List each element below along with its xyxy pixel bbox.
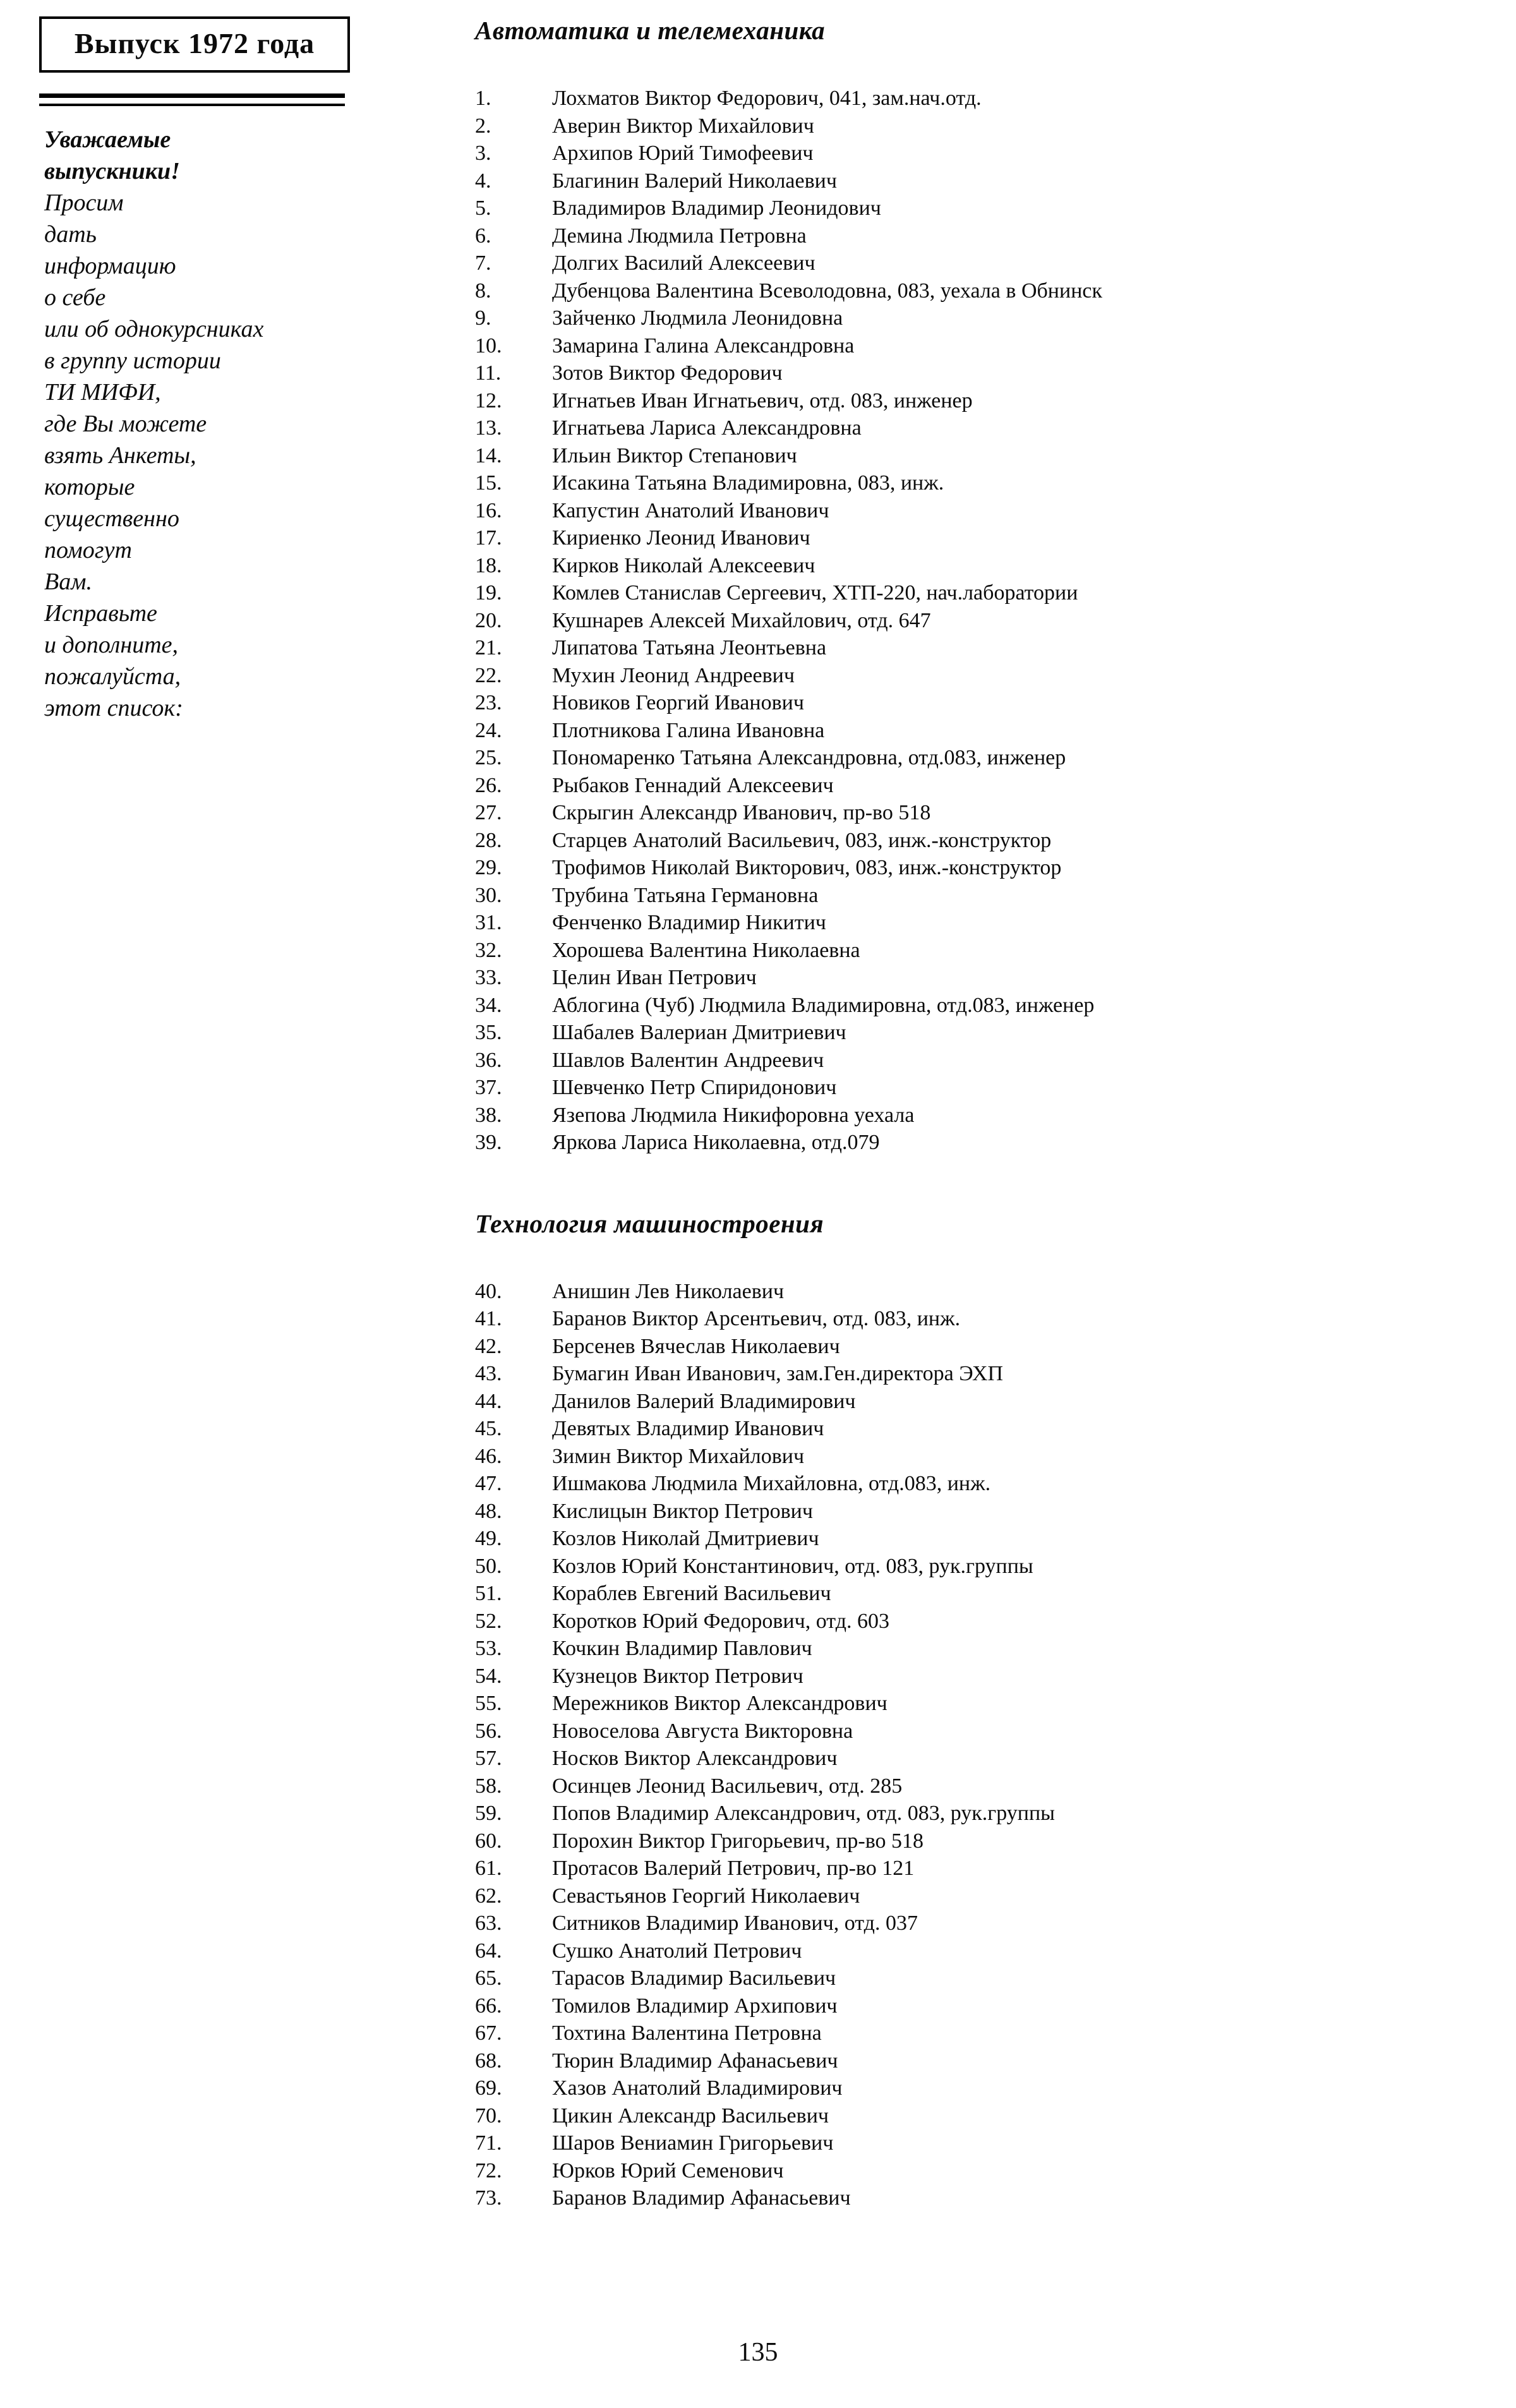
item-text: Ишмакова Людмила Михайловна, отд.083, инж. [552, 1472, 991, 1495]
item-number: 54. [475, 1664, 502, 1688]
list-item [475, 1580, 1492, 1608]
sidebar-line: выпускники! [44, 158, 180, 184]
item-text: Носков Виктор Александрович [552, 1747, 838, 1770]
list-item [475, 1882, 1492, 1910]
item-number: 40. [475, 1279, 502, 1303]
item-text: Скрыгин Александр Иванович, пр-во 518 [552, 801, 931, 824]
item-text: Владимиров Владимир Леонидович [552, 196, 881, 220]
list-item [475, 1278, 1492, 1306]
item-text: Ильин Виктор Степанович [552, 443, 797, 467]
list-item [475, 2129, 1492, 2157]
item-number: 14. [475, 443, 502, 467]
list-item [475, 2184, 1492, 2212]
item-number: 47. [475, 1472, 502, 1495]
item-text: Аблогина (Чуб) Людмила Владимировна, отд.083, инженер [552, 993, 1095, 1017]
list-item [475, 689, 1492, 717]
sidebar-line: дать [44, 221, 97, 248]
item-number: 53. [475, 1637, 502, 1660]
item-text: Ситников Владимир Иванович, отд. 037 [552, 1911, 918, 1935]
list-item [475, 909, 1492, 937]
item-text: Мухин Леонид Андреевич [552, 663, 795, 687]
item-text: Благинин Валерий Николаевич [552, 169, 837, 193]
item-number: 61. [475, 1857, 502, 1880]
list-item [475, 634, 1492, 662]
list-item [475, 1470, 1492, 1498]
sidebar-note-title [44, 124, 423, 187]
item-number: 60. [475, 1829, 502, 1853]
list-item [475, 469, 1492, 497]
sidebar-line: Исправьте [44, 600, 157, 627]
item-number: 36. [475, 1048, 502, 1072]
item-text: Хорошева Валентина Николаевна [552, 938, 860, 962]
list-item [475, 1718, 1492, 1745]
item-number: 27. [475, 801, 502, 824]
list-item [475, 2074, 1492, 2102]
sidebar-line: ТИ МИФИ, [44, 379, 161, 406]
list-item [475, 304, 1492, 332]
list-item [475, 2157, 1492, 2185]
list-item [475, 1663, 1492, 1690]
item-text: Пономаренко Татьяна Александровна, отд.083, инженер [552, 746, 1066, 769]
item-text: Исакина Татьяна Владимировна, 083, инж. [552, 471, 944, 495]
item-number: 23. [475, 691, 502, 714]
item-text: Сушко Анатолий Петрович [552, 1939, 802, 1963]
list-item [475, 854, 1492, 882]
item-number: 43. [475, 1362, 502, 1385]
item-text: Попов Владимир Александрович, отд. 083, рук.группы [552, 1802, 1056, 1825]
item-text: Мережников Виктор Александрович [552, 1692, 887, 1715]
list-item [475, 772, 1492, 800]
list-item [475, 167, 1492, 195]
sidebar-line: существенно [44, 505, 179, 532]
sidebar-line: Просим [44, 190, 124, 216]
sidebar-line: Уважаемые [44, 126, 171, 153]
item-text: Дубенцова Валентина Всеволодовна, 083, уехала в Обнинск [552, 279, 1103, 303]
item-number: 19. [475, 581, 502, 605]
double-rule [39, 93, 345, 106]
item-text: Коротков Юрий Федорович, отд. 603 [552, 1609, 889, 1633]
item-number: 55. [475, 1692, 502, 1715]
item-text: Кочкин Владимир Павлович [552, 1637, 812, 1660]
item-number: 70. [475, 2104, 502, 2128]
item-number: 45. [475, 1417, 502, 1440]
list-item [475, 250, 1492, 277]
list-item [475, 1992, 1492, 2020]
list-item [475, 195, 1492, 222]
sidebar-line: взять Анкеты, [44, 442, 196, 469]
list-item [475, 85, 1492, 112]
item-text: Осинцев Леонид Васильевич, отд. 285 [552, 1774, 903, 1798]
list-item [475, 992, 1492, 1020]
section [475, 15, 1492, 1157]
list-item [475, 1019, 1492, 1047]
item-text: Цикин Александр Васильевич [552, 2104, 829, 2128]
item-text: Баранов Виктор Арсентьевич, отд. 083, инж. [552, 1307, 961, 1330]
item-number: 58. [475, 1774, 502, 1798]
item-number: 56. [475, 1719, 502, 1743]
item-number: 18. [475, 553, 502, 577]
list-item [475, 1608, 1492, 1635]
item-number: 66. [475, 1994, 502, 2018]
item-text: Трубина Татьяна Германовна [552, 883, 819, 907]
item-number: 65. [475, 1966, 502, 1990]
list-item [475, 140, 1492, 167]
item-number: 48. [475, 1499, 502, 1523]
item-number: 8. [475, 279, 491, 303]
item-text: Шабалев Валериан Дмитриевич [552, 1021, 846, 1044]
item-text: Кораблев Евгений Васильевич [552, 1582, 831, 1605]
section [475, 1208, 1492, 2212]
item-number: 20. [475, 608, 502, 632]
item-number: 17. [475, 526, 502, 550]
sidebar-line: которые [44, 474, 135, 500]
item-text: Юрков Юрий Семенович [552, 2158, 784, 2182]
item-text: Рыбаков Геннадий Алексеевич [552, 773, 834, 797]
item-number: 44. [475, 1389, 502, 1413]
list-item [475, 497, 1492, 525]
item-number: 46. [475, 1444, 502, 1468]
list-item [475, 1965, 1492, 1992]
list-item [475, 1855, 1492, 1882]
item-text: Целин Иван Петрович [552, 966, 757, 989]
item-number: 67. [475, 2021, 502, 2045]
list-item [475, 2102, 1492, 2130]
sidebar-line: в группу истории [44, 347, 221, 374]
item-text: Протасов Валерий Петрович, пр-во 121 [552, 1857, 915, 1880]
list-item [475, 744, 1492, 772]
item-number: 7. [475, 251, 491, 275]
item-number: 22. [475, 663, 502, 687]
item-number: 11. [475, 361, 502, 385]
page-title: Выпуск 1972 года [39, 16, 350, 73]
item-text: Севастьянов Георгий Николаевич [552, 1884, 860, 1908]
item-text: Зимин Виктор Михайлович [552, 1444, 805, 1468]
item-number: 52. [475, 1609, 502, 1633]
item-number: 34. [475, 993, 502, 1017]
sidebar-note-body [44, 187, 423, 724]
list-item [475, 607, 1492, 635]
list-item [475, 1690, 1492, 1718]
item-number: 38. [475, 1103, 502, 1127]
item-text: Хазов Анатолий Владимирович [552, 2076, 843, 2100]
item-text: Замарина Галина Александровна [552, 334, 855, 358]
list-item [475, 1388, 1492, 1416]
list-item [475, 414, 1492, 442]
item-text: Новиков Георгий Иванович [552, 691, 804, 714]
item-number: 2. [475, 114, 491, 138]
item-number: 9. [475, 306, 491, 330]
item-number: 26. [475, 773, 502, 797]
item-text: Данилов Валерий Владимирович [552, 1389, 856, 1413]
graduate-list [475, 15, 1492, 2212]
item-text: Капустин Анатолий Иванович [552, 498, 829, 522]
list-item [475, 222, 1492, 250]
item-text: Плотникова Галина Ивановна [552, 718, 825, 742]
list-item [475, 1745, 1492, 1773]
item-number: 49. [475, 1527, 502, 1550]
item-text: Шевченко Петр Спиридонович [552, 1076, 837, 1099]
item-text: Язепова Людмила Никифоровна уехала [552, 1103, 915, 1127]
list-item [475, 579, 1492, 607]
item-text: Анишин Лев Николаевич [552, 1279, 785, 1303]
list-item [475, 1443, 1492, 1471]
item-number: 42. [475, 1334, 502, 1358]
list-item [475, 1635, 1492, 1663]
item-text: Кузнецов Виктор Петрович [552, 1664, 803, 1688]
item-number: 50. [475, 1554, 502, 1578]
list-item [475, 387, 1492, 415]
item-number: 24. [475, 718, 502, 742]
item-number: 63. [475, 1911, 502, 1935]
list-item [475, 827, 1492, 855]
list-item [475, 1553, 1492, 1580]
list-item [475, 2020, 1492, 2047]
item-text: Игнатьев Иван Игнатьевич, отд. 083, инженер [552, 388, 973, 412]
section-title: Технология машиностроения [475, 1208, 824, 1238]
item-text: Бумагин Иван Иванович, зам.Ген.директора ЭХП [552, 1362, 1004, 1385]
item-number: 12. [475, 388, 502, 412]
item-text: Тохтина Валентина Петровна [552, 2021, 822, 2045]
sidebar-line: этот список: [44, 695, 183, 721]
item-number: 5. [475, 196, 491, 220]
item-text: Томилов Владимир Архипович [552, 1994, 838, 2018]
item-text: Архипов Юрий Тимофеевич [552, 141, 814, 165]
item-number: 71. [475, 2131, 502, 2155]
item-text: Фенченко Владимир Никитич [552, 911, 826, 934]
item-text: Тарасов Владимир Васильевич [552, 1966, 836, 1990]
list-item [475, 359, 1492, 387]
list-item [475, 1937, 1492, 1965]
item-number: 30. [475, 883, 502, 907]
item-text: Демина Людмила Петровна [552, 224, 807, 248]
item-text: Аверин Виктор Михайлович [552, 114, 814, 138]
sidebar-line: где Вы можете [44, 411, 207, 437]
item-number: 41. [475, 1307, 502, 1330]
item-text: Баранов Владимир Афанасьевич [552, 2186, 851, 2210]
item-number: 33. [475, 966, 502, 989]
item-text: Девятых Владимир Иванович [552, 1417, 824, 1440]
sidebar-line: пожалуйста, [44, 663, 181, 690]
sections-container [475, 15, 1492, 2212]
item-number: 16. [475, 498, 502, 522]
list-item [475, 1525, 1492, 1553]
item-text: Яркова Лариса Николаевна, отд.079 [552, 1131, 880, 1154]
item-text: Кушнарев Алексей Михайлович, отд. 647 [552, 608, 931, 632]
item-text: Кириенко Леонид Иванович [552, 526, 810, 550]
item-number: 59. [475, 1802, 502, 1825]
list-item [475, 2047, 1492, 2075]
sidebar-line: или об однокурсниках [44, 316, 264, 342]
item-number: 4. [475, 169, 491, 193]
item-text: Зайченко Людмила Леонидовна [552, 306, 843, 330]
list-item [475, 1360, 1492, 1388]
sidebar-note [44, 124, 423, 724]
list-item [475, 1910, 1492, 1937]
list-item [475, 1102, 1492, 1129]
item-text: Порохин Виктор Григорьевич, пр-во 518 [552, 1829, 924, 1853]
item-number: 15. [475, 471, 502, 495]
sidebar-line: о себе [44, 284, 106, 311]
item-text: Комлев Станислав Сергеевич, ХТП-220, нач.лаборатории [552, 581, 1078, 605]
item-text: Новоселова Августа Викторовна [552, 1719, 853, 1743]
sidebar-line: Вам. [44, 569, 92, 595]
item-text: Старцев Анатолий Васильевич, 083, инж.-конструктор [552, 828, 1052, 852]
item-number: 39. [475, 1131, 502, 1154]
item-number: 29. [475, 856, 502, 879]
item-number: 51. [475, 1582, 502, 1605]
item-number: 37. [475, 1076, 502, 1099]
list-item [475, 552, 1492, 580]
item-number: 35. [475, 1021, 502, 1044]
entries-list [475, 1278, 1492, 2212]
list-item [475, 1305, 1492, 1333]
item-number: 57. [475, 1747, 502, 1770]
item-number: 1. [475, 87, 491, 110]
item-text: Козлов Юрий Константинович, отд. 083, рук.группы [552, 1554, 1033, 1578]
item-text: Берсенев Вячеслав Николаевич [552, 1334, 840, 1358]
item-text: Кислицын Виктор Петрович [552, 1499, 813, 1523]
list-item [475, 1773, 1492, 1800]
list-item [475, 717, 1492, 745]
sidebar-line: и дополните, [44, 632, 179, 658]
list-item [475, 1074, 1492, 1102]
item-number: 31. [475, 911, 502, 934]
item-number: 3. [475, 141, 491, 165]
list-item [475, 1415, 1492, 1443]
item-number: 6. [475, 224, 491, 248]
item-text: Тюрин Владимир Афанасьевич [552, 2049, 838, 2073]
item-number: 10. [475, 334, 502, 358]
list-item [475, 964, 1492, 992]
item-text: Долгих Василий Алексеевич [552, 251, 815, 275]
item-text: Лохматов Виктор Федорович, 041, зам.нач.отд. [552, 87, 982, 110]
item-text: Козлов Николай Дмитриевич [552, 1527, 819, 1550]
list-item [475, 799, 1492, 827]
item-number: 68. [475, 2049, 502, 2073]
list-item [475, 662, 1492, 690]
list-item [475, 1800, 1492, 1827]
list-item [475, 1333, 1492, 1361]
sidebar-line: информацию [44, 253, 176, 279]
page-number: 135 [738, 2338, 778, 2367]
item-text: Трофимов Николай Викторович, 083, инж.-конструктор [552, 856, 1062, 879]
sidebar-line: помогут [44, 537, 132, 563]
list-item [475, 1129, 1492, 1157]
list-item [475, 524, 1492, 552]
item-text: Липатова Татьяна Леонтьевна [552, 636, 827, 659]
list-item [475, 277, 1492, 305]
section-title: Автоматика и телемеханика [475, 16, 826, 45]
item-text: Игнатьева Лариса Александровна [552, 416, 862, 440]
list-item [475, 882, 1492, 910]
item-number: 28. [475, 828, 502, 852]
item-text: Шавлов Валентин Андреевич [552, 1048, 824, 1072]
item-text: Зотов Виктор Федорович [552, 361, 783, 385]
item-number: 13. [475, 416, 502, 440]
item-number: 69. [475, 2076, 502, 2100]
item-text: Шаров Вениамин Григорьевич [552, 2131, 834, 2155]
item-number: 32. [475, 938, 502, 962]
list-item [475, 1047, 1492, 1075]
item-text: Кирков Николай Алексеевич [552, 553, 815, 577]
item-number: 62. [475, 1884, 502, 1908]
list-item [475, 1827, 1492, 1855]
item-number: 25. [475, 746, 502, 769]
list-item [475, 332, 1492, 360]
item-number: 21. [475, 636, 502, 659]
list-item [475, 1498, 1492, 1526]
list-item [475, 937, 1492, 965]
item-number: 73. [475, 2186, 502, 2210]
entries-list [475, 85, 1492, 1157]
list-item [475, 442, 1492, 470]
item-number: 72. [475, 2158, 502, 2182]
list-item [475, 112, 1492, 140]
item-number: 64. [475, 1939, 502, 1963]
